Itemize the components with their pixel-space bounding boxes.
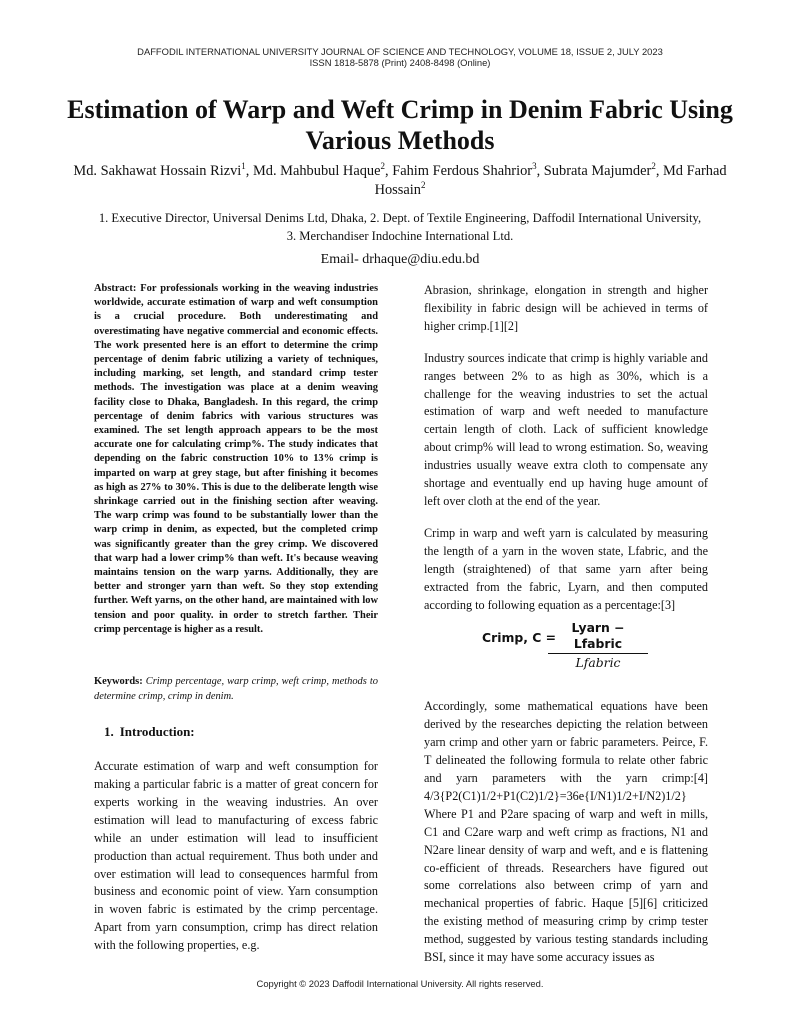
equation-numerator: Lyarn − Lfabric <box>571 620 625 652</box>
contact-email: Email- drhaque@diu.edu.bd <box>320 252 480 267</box>
author-affiliation-mark: 2 <box>380 161 385 171</box>
body-paragraph: Crimp in warp and weft yarn is calculated by measuring the length of a yarn in the woven state, Lfabric, and the length (straightened) of that same yarn after being extracted from the fabric, Lyarn, and then computed according to following equation as a percentage:[3] <box>424 525 708 612</box>
left-column <box>94 282 378 955</box>
author-name: Fahim Ferdous Shahrior <box>392 163 533 179</box>
keywords <box>94 675 378 704</box>
author-separator: , <box>655 163 664 179</box>
author-name: Md Farhad Hossain <box>374 163 727 198</box>
crimp-equation <box>424 620 708 671</box>
author-separator: , <box>384 163 393 179</box>
author-separator: , <box>245 163 253 179</box>
equation-lhs: Crimp, C = <box>482 630 557 646</box>
author-affiliation-mark: 2 <box>420 180 426 190</box>
fraction-bar <box>548 653 648 654</box>
affiliations: 1. Executive Director, Universal Denims Ltd, Dhaka, 2. Dept. of Textile Engineering, Daffodil International University, 3. Merchandiser Indochine International Ltd. <box>98 211 702 243</box>
journal-header-line1: DAFFODIL INTERNATIONAL UNIVERSITY JOURNAL OF SCIENCE AND TECHNOLOGY, VOLUME 18, ISSUE 2, JULY 2023 <box>137 46 663 57</box>
author-affiliation-mark: 3 <box>532 161 537 171</box>
abstract <box>94 282 378 637</box>
author-separator: , <box>536 163 544 179</box>
section-number: 1. <box>104 724 114 740</box>
author-list <box>70 162 730 200</box>
section-heading-introduction <box>94 724 378 740</box>
body-paragraph: Abrasion, shrinkage, elongation in strength and higher flexibility in fabric design will be achieved in terms of higher crimp.[1][2] <box>424 283 708 333</box>
author-affiliation-mark: 1 <box>241 161 246 171</box>
section-title: Introduction: <box>119 724 195 740</box>
abstract-text: For professionals working in the weaving industries worldwide, accurate estimation of warp and weft consumption is a crucial procedure. Both underestimating and overestimating have negative commercial and economic effects. The work presented here is an effort to determine the crimp percentage of denim fabric utilizing a variety of techniques, including marking, set length, and standard crimp tester methods. The investigation was place at a denim weaving facility close to Dhaka, Bangladesh. In this regard, the crimp percentage of denim fabrics with various structures was examined. The set length approach appears to be the most accurate one for calculating crimp%. The study indicates that depending on the fabric construction 10% to 13% crimp is imparted on warp at grey stage, but after finishing it becomes as high as 27% to 30%. This is due to the deliberate length wise shrinkage carried out in the finishing section after weaving. The warp crimp was found to be substantially lower than the warp crimp in denim, as expected, but the completed crimp was significantly greater than the grey crimp. We discovered that warp had a lower crimp% than weft. It's because weaving maintains tension on the warp yarns. Additionally, they are better and stronger yarn than weft. So they stop extending further. Weft yarns, on the other hand, are maintained with low tension and poor quality. in order to stretch farther. Their crimp percentage is higher as a result. <box>94 283 379 635</box>
abstract-label: Abstract: <box>94 283 137 294</box>
journal-header <box>0 46 800 68</box>
author-name: Md. Mahbubul Haque <box>252 163 381 179</box>
keywords-label: Keywords: <box>94 676 143 688</box>
equation-fraction <box>548 620 648 671</box>
equation-denominator: Lfabric <box>575 655 621 671</box>
keywords-text: Crimp percentage, warp crimp, weft crimp, methods to determine crimp, crimp in denim. <box>94 676 379 702</box>
author-name: Subrata Majumder <box>543 163 652 179</box>
body-paragraph: Accordingly, some mathematical equations have been derived by the researches depicting the relation between yarn crimp and other yarn or fabric parameters. Peirce, F. T delineated the following formula to relate other fabric and yarn parameters with the yarn crimp:[4] 4/3{P2(C1)1/2+P1(C2)1/2}=36e{I/N1)1/2+I/N2)1/2} Where P1 and P2are spacing of warp and weft in mills, C1 and C2are warp and weft crimp as fractions, N1 and N2are linear density of warp and weft, and e is flattening co-efficient of threads. Researchers have figured out some correlations also between crimp of yarn and mechanical properties of fabric. Haque [5][6] criticized the existing method of measuring crimp by crimp tester method, suggested by various testing standards including BSI, since it may have some accuracy issues as <box>424 699 708 965</box>
right-column <box>424 282 708 967</box>
paper-title: Estimation of Warp and Weft Crimp in Denim Fabric Using Various Methods <box>67 95 733 155</box>
author-affiliation-mark: 2 <box>651 161 656 171</box>
journal-header-issn: ISSN 1818-5878 (Print) 2408-8498 (Online) <box>309 57 491 68</box>
introduction-paragraph: Accurate estimation of warp and weft consumption for making a particular fabric is a matter of great concern for experts working in the weaving industries. An over estimation will lead to manufacturing of excess fabric while an under estimation will lead to insufficient production than actual requirement. Thus both under and over estimation will lead to consequences harmful from business and economic point of view. Yarn consumption in woven fabric is estimated by the crimp percentage. Apart from yarn consumption, crimp has direct relation with the following properties, e.g. <box>94 759 378 953</box>
body-paragraph: Industry sources indicate that crimp is highly variable and ranges between 2% to as high as 30%, which is a challenge for the weaving industries to set the actual estimation of warp and weft needed to manufacture certain length of cloth. Lack of sufficient knowledge about crimp% will lead to wrong estimation. So, weaving industries usually weave extra cloth to compensate any shortage and eventually end up having huge amount of left over cloth at the end of the year. <box>424 350 708 508</box>
author-name: Md. Sakhawat Hossain Rizvi <box>73 163 242 179</box>
copyright-footer: Copyright © 2023 Daffodil International University. All rights reserved. <box>256 978 544 989</box>
